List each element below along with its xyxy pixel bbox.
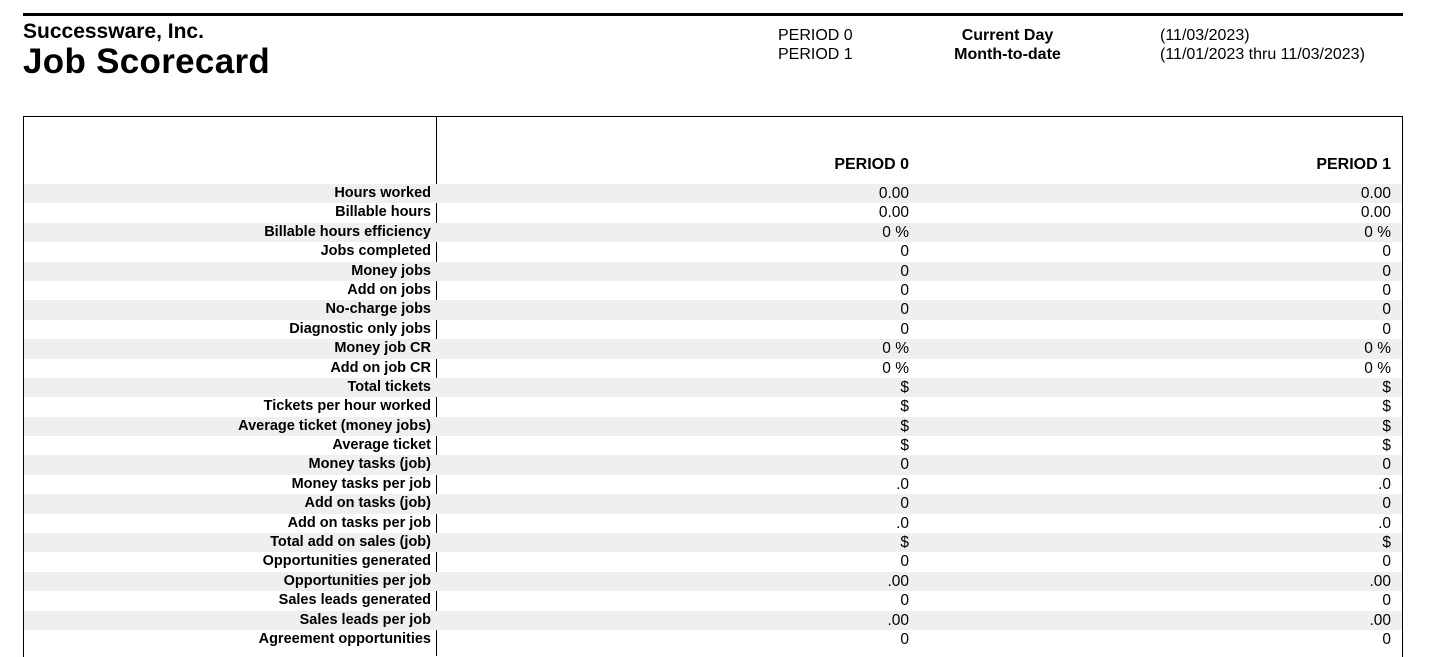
period-0-value: 0	[900, 630, 909, 648]
period-0-value: 0	[900, 592, 909, 610]
period-1-value: .0	[1378, 514, 1391, 532]
row-label: Average ticket	[332, 437, 431, 454]
period-0-label: PERIOD 0	[778, 27, 853, 44]
period-0-value: $	[900, 378, 909, 396]
row-label: Opportunities per job	[283, 572, 431, 589]
period-1-label: PERIOD 1	[778, 46, 853, 63]
row-label: Money job CR	[334, 340, 431, 357]
period-0-value: 0 %	[882, 340, 909, 358]
table-row	[24, 611, 1402, 630]
period-0-value: $	[900, 534, 909, 552]
row-label: Hours worked	[334, 185, 431, 201]
period-1-value: .00	[1369, 572, 1391, 590]
report-title: Job Scorecard	[23, 42, 271, 81]
period-0-value: 0.00	[878, 185, 909, 202]
period-1-value: .00	[1369, 611, 1391, 629]
period-1-value: 0 %	[1364, 359, 1391, 377]
period-1-value: 0.00	[1360, 185, 1391, 202]
period-0-value: .0	[896, 514, 909, 532]
table-row	[24, 475, 1402, 494]
period-0-value: $	[900, 398, 909, 416]
period-0-value: .00	[887, 611, 909, 629]
table-row	[24, 223, 1402, 242]
table-row	[24, 630, 1402, 649]
row-label: Sales leads generated	[278, 592, 431, 609]
period-1-value: 0	[1382, 630, 1391, 648]
period-1-value: 0 %	[1364, 340, 1391, 358]
table-row	[24, 281, 1402, 300]
column-header-period-1: PERIOD 1	[1316, 156, 1391, 173]
period-1-value: 0.00	[1360, 204, 1391, 222]
row-label: Total add on sales (job)	[270, 534, 431, 551]
row-label: Total tickets	[347, 378, 431, 395]
period-0-value: 0	[900, 456, 909, 474]
row-label: Add on tasks (job)	[304, 495, 431, 512]
period-0-value: 0	[900, 301, 909, 319]
row-label: Average ticket (money jobs)	[238, 417, 431, 434]
period-0-value: 0	[900, 495, 909, 513]
row-label: Money tasks (job)	[308, 456, 431, 473]
period-1-value: 0	[1382, 243, 1391, 261]
row-label: Billable hours efficiency	[264, 223, 431, 240]
period-1-value: 0	[1382, 495, 1391, 513]
row-label: Sales leads per job	[299, 611, 431, 628]
row-label: Billable hours	[335, 204, 431, 221]
period-1-value: .0	[1378, 475, 1391, 493]
column-header-period-0: PERIOD 0	[834, 156, 909, 173]
table-row	[24, 455, 1402, 474]
table-row	[24, 378, 1402, 397]
period-1-value: $	[1382, 378, 1391, 396]
period-0-value: 0	[900, 243, 909, 261]
table-row	[24, 533, 1402, 552]
period-0-value: $	[900, 437, 909, 455]
table-row	[24, 436, 1402, 455]
table-row	[24, 591, 1402, 610]
period-0-value: 0	[900, 553, 909, 571]
row-label: Opportunities generated	[262, 553, 431, 570]
period-1-value: 0	[1382, 262, 1391, 280]
table-row	[24, 184, 1402, 203]
period-1-value: $	[1382, 417, 1391, 435]
row-label: Diagnostic only jobs	[289, 320, 431, 337]
period-0-value: .00	[887, 572, 909, 590]
row-label: No-charge jobs	[325, 301, 431, 318]
table-row	[24, 242, 1402, 261]
table-row	[24, 339, 1402, 358]
period-0-value: 0.00	[878, 204, 909, 222]
period-0-name: Current Day	[961, 27, 1054, 44]
period-1-value: 0	[1382, 281, 1391, 299]
period-0-value: 0	[900, 262, 909, 280]
row-label: Jobs completed	[320, 243, 431, 260]
table-row	[24, 417, 1402, 436]
row-label: Add on tasks per job	[287, 514, 431, 531]
period-1-value: $	[1382, 437, 1391, 455]
table-row	[24, 300, 1402, 319]
period-1-value: 0	[1382, 301, 1391, 319]
period-0-value: 0 %	[882, 359, 909, 377]
table-row	[24, 572, 1402, 591]
row-label: Tickets per hour worked	[263, 398, 431, 415]
scorecard-rows	[24, 184, 1402, 649]
period-1-value: 0	[1382, 320, 1391, 338]
period-1-value: $	[1382, 534, 1391, 552]
table-row	[24, 552, 1402, 571]
period-1-name: Month-to-date	[954, 46, 1061, 63]
row-label: Add on job CR	[330, 359, 431, 376]
table-row	[24, 514, 1402, 533]
period-1-value: 0	[1382, 553, 1391, 571]
company-name: Successware, Inc.	[23, 20, 204, 43]
period-0-value: .0	[896, 475, 909, 493]
period-0-value: 0	[900, 320, 909, 338]
table-row	[24, 397, 1402, 416]
period-1-value: 0	[1382, 456, 1391, 474]
period-1-value: 0	[1382, 592, 1391, 610]
row-label: Add on jobs	[347, 281, 431, 298]
period-0-value: 0 %	[882, 223, 909, 241]
period-1-range: (11/01/2023 thru 11/03/2023)	[1160, 46, 1365, 63]
top-rule	[23, 13, 1403, 16]
table-row	[24, 320, 1402, 339]
period-1-value: $	[1382, 398, 1391, 416]
table-row	[24, 359, 1402, 378]
row-label: Money jobs	[351, 262, 431, 279]
table-row	[24, 494, 1402, 513]
period-0-range: (11/03/2023)	[1160, 27, 1250, 44]
period-0-value: $	[900, 417, 909, 435]
row-label: Agreement opportunities	[258, 630, 431, 647]
period-0-value: 0	[900, 281, 909, 299]
period-1-value: 0 %	[1364, 223, 1391, 241]
table-row	[24, 262, 1402, 281]
table-row	[24, 203, 1402, 222]
row-label: Money tasks per job	[291, 475, 431, 492]
